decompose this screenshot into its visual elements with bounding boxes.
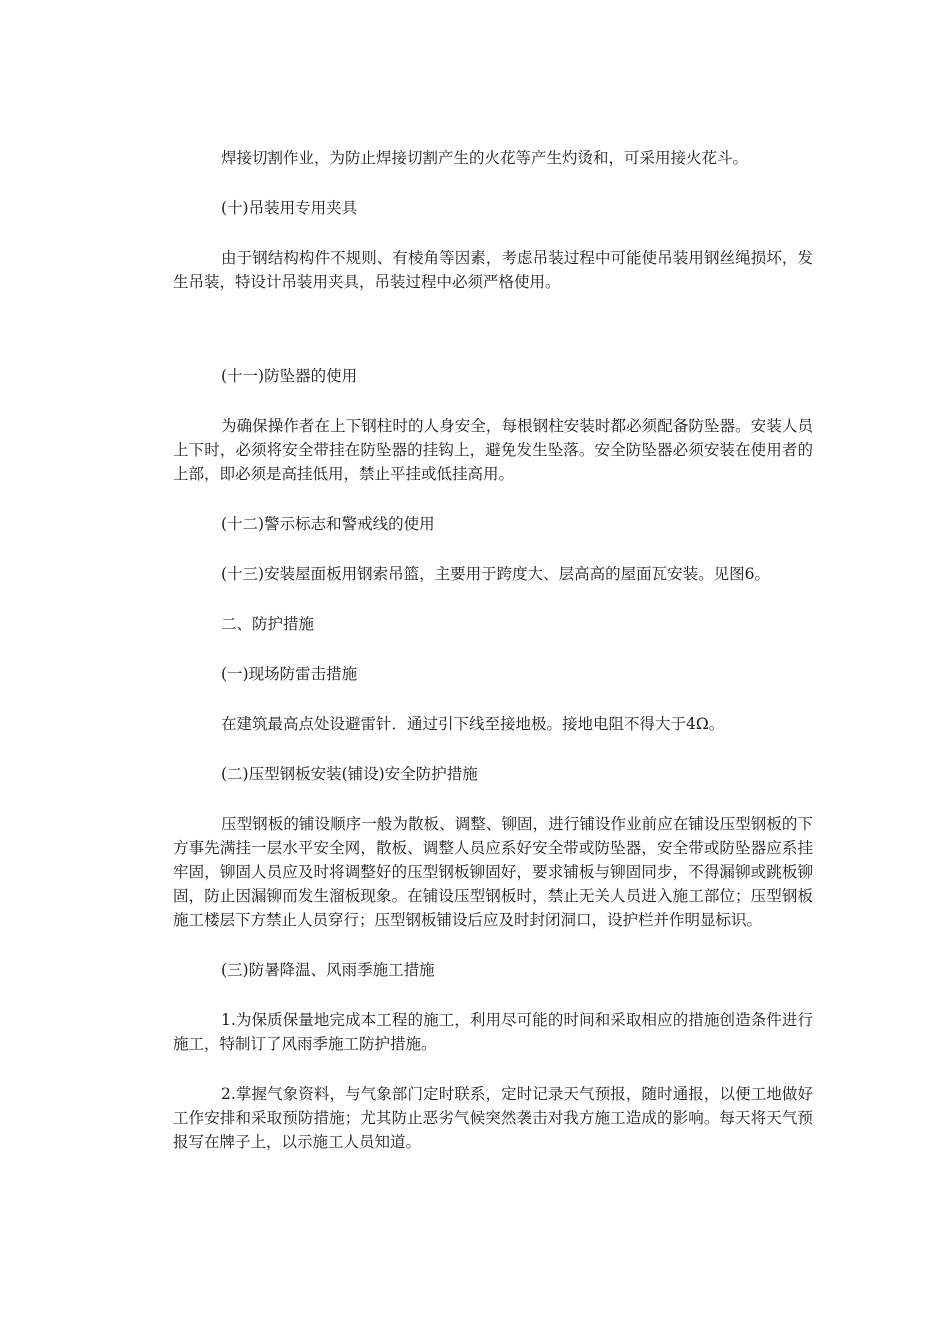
section-heading: (二)压型钢板安装(铺设)安全防护措施 <box>221 765 478 783</box>
section-heading: (十二)警示标志和警戒线的使用 <box>221 515 435 533</box>
list-item: 1.为保质保量地完成本工程的施工，利用尽可能的时间和采取相应的措施创造条件进行施工，特制订了风雨季施工防护措施。 <box>173 1011 813 1053</box>
section-heading: (十)吊装用专用夹具 <box>221 199 358 217</box>
document-body <box>173 146 813 1154</box>
paragraph: 在建筑最高点处设避雷针．通过引下线至接地极。接地电阻不得大于4Ω。 <box>221 715 725 733</box>
list-item: 2.掌握气象资料，与气象部门定时联系，定时记录天气预报，随时通报，以便工地做好工作安排和采取预防措施；尤其防止恶劣气候突然袭击对我方施工造成的影响。每天将天气预报写在牌子上，以示施工人员知道。 <box>173 1085 813 1151</box>
chapter-heading: 二、防护措施 <box>221 615 315 633</box>
section-heading: (一)现场防雷击措施 <box>221 665 358 683</box>
section-heading: (十一)防坠器的使用 <box>221 367 358 385</box>
paragraph: 为确保操作者在上下钢柱时的人身安全，每根钢柱安装时都必须配备防坠器。安装人员上下时，必须将安全带挂在防坠器的挂钩上，避免发生坠落。安全防坠器必须安装在使用者的上部，即必须是高挂低用，禁止平挂或低挂高用。 <box>173 417 813 483</box>
paragraph: (十三)安装屋面板用钢索吊篮，主要用于跨度大、层高高的屋面瓦安装。见图6。 <box>221 565 770 583</box>
paragraph: 由于钢结构构件不规则、有棱角等因素，考虑吊装过程中可能使吊装用钢丝绳损坏，发生吊装，特设计吊装用夹具，吊装过程中必须严格使用。 <box>173 249 813 291</box>
paragraph: 焊接切割作业，为防止焊接切割产生的火花等产生灼烫和，可采用接火花斗。 <box>221 149 749 167</box>
paragraph: 压型钢板的铺设顺序一般为散板、调整、铆固，进行铺设作业前应在铺设压型钢板的下方事先满挂一层水平安全网，散板、调整人员应系好安全带或防坠器，安全带或防坠器应系挂牢固，铆固人员应及时将调整好的压型钢板铆固好，要求铺板与铆固同步，不得漏铆或跳板铆固，防止因漏铆而发生溜板现象。在铺设压型钢板时，禁止无关人员进入施工部位；压型钢板施工楼层下方禁止人员穿行；压型钢板铺设后应及时封闭洞口，设护栏并作明显标识。 <box>173 815 813 929</box>
section-heading: (三)防暑降温、风雨季施工措施 <box>221 961 435 979</box>
